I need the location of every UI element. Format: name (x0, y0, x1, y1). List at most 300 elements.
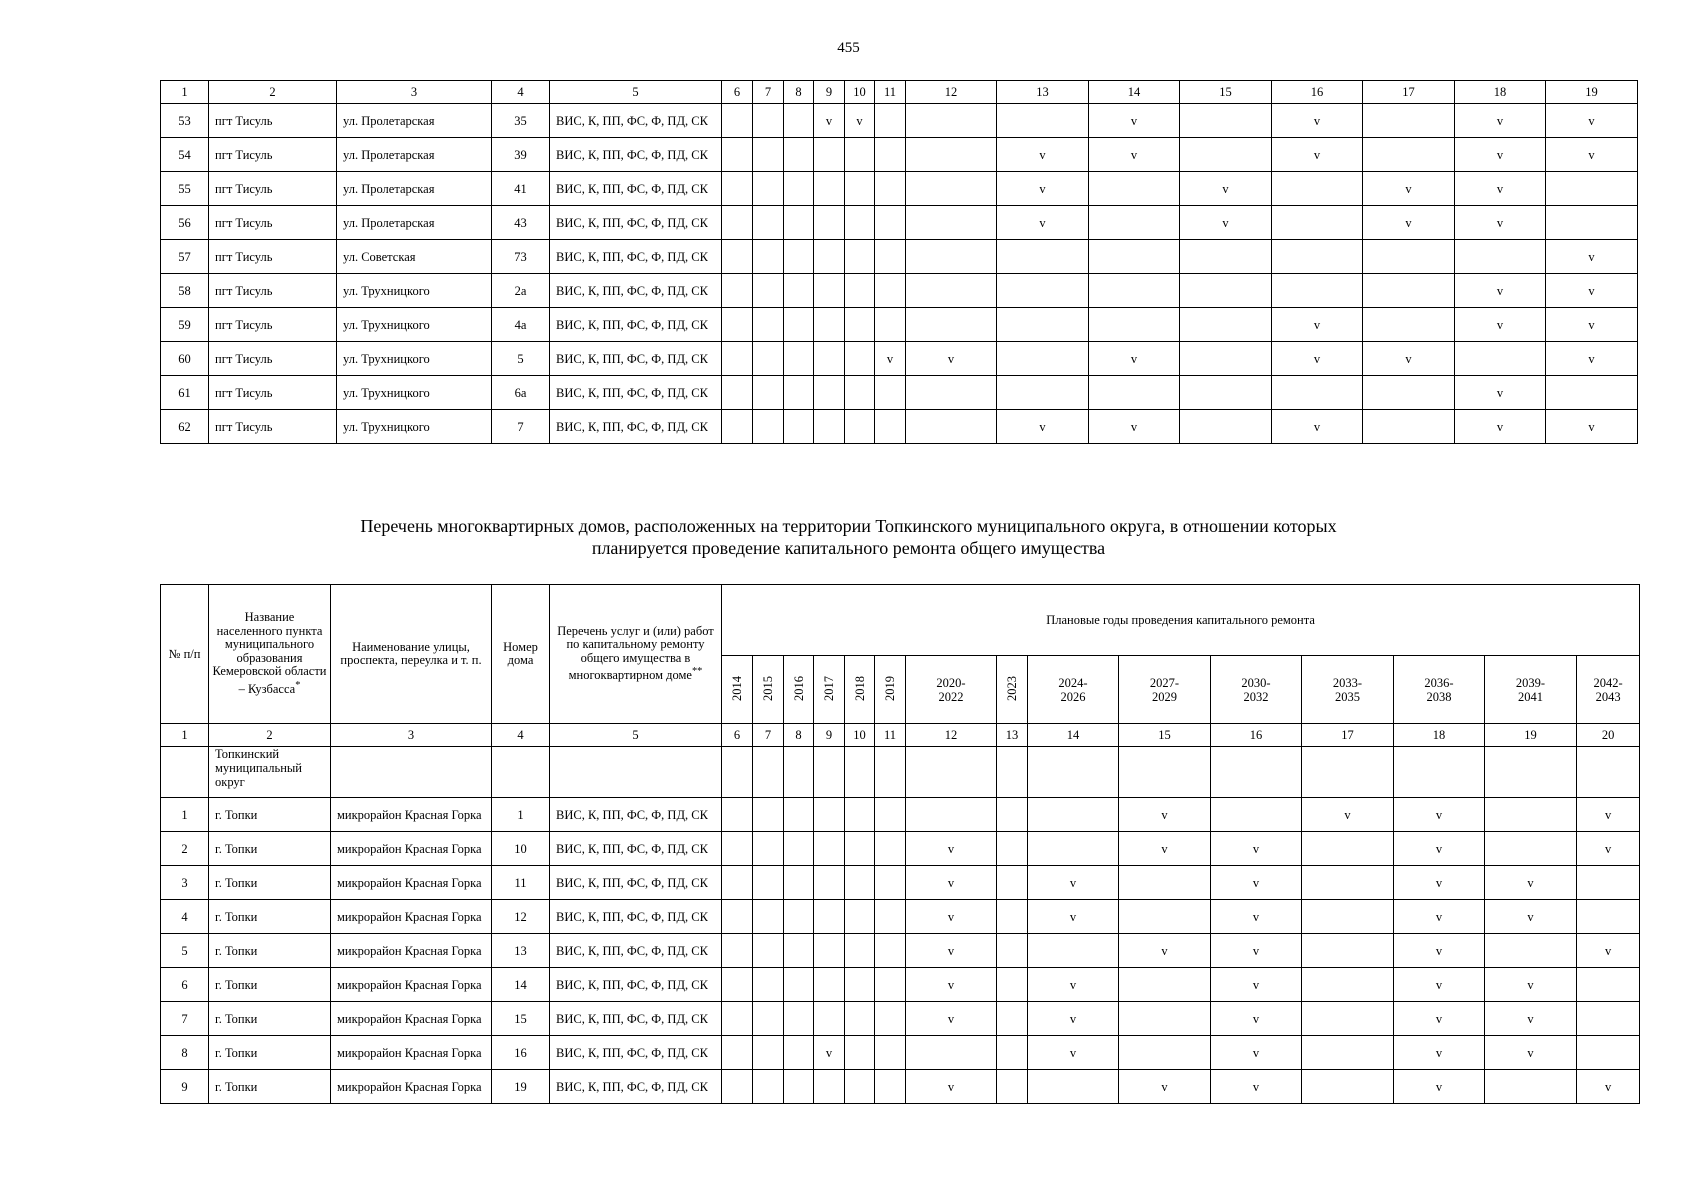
empty-cell (875, 747, 906, 798)
table-row (161, 206, 1638, 240)
year-mark-cell (814, 798, 845, 832)
year-mark-cell: v (1211, 968, 1302, 1002)
year-mark-cell (997, 104, 1089, 138)
year-mark-cell (997, 1036, 1028, 1070)
year-mark-cell (784, 934, 814, 968)
house-cell: 2а (492, 274, 550, 308)
year-mark-cell: v (1180, 206, 1272, 240)
settlement-cell: г. Топки (209, 866, 331, 900)
year-mark-cell (997, 968, 1028, 1002)
year-mark-cell (784, 206, 814, 240)
year-mark-cell (1089, 274, 1180, 308)
table-row (161, 900, 1640, 934)
table-row (161, 104, 1638, 138)
year-mark-cell (1089, 308, 1180, 342)
year-mark-cell (814, 1070, 845, 1104)
empty-cell (1394, 747, 1485, 798)
year-mark-cell (753, 274, 784, 308)
settlement-cell: пгт Тисуль (209, 172, 337, 206)
column-number: 7 (753, 724, 784, 747)
year-mark-cell (753, 968, 784, 1002)
column-number: 20 (1577, 724, 1640, 747)
header-street: Наименование улицы, проспекта, переулка и т. п. (331, 585, 492, 724)
services-cell: ВИС, К, ПП, ФС, Ф, ПД, СК (550, 376, 722, 410)
year-mark-cell (875, 206, 906, 240)
table-row (161, 410, 1638, 444)
column-number: 17 (1363, 81, 1455, 104)
empty-cell (1302, 747, 1394, 798)
year-mark-cell (722, 900, 753, 934)
row-number: 57 (161, 240, 209, 274)
year-mark-cell (722, 968, 753, 1002)
year-mark-cell (997, 240, 1089, 274)
year-mark-cell (722, 832, 753, 866)
year-mark-cell: v (1394, 1070, 1485, 1104)
year-mark-cell (875, 1036, 906, 1070)
year-mark-cell (1363, 376, 1455, 410)
table-row (161, 968, 1640, 1002)
year-mark-cell: v (906, 866, 997, 900)
year-mark-cell (814, 968, 845, 1002)
year-mark-cell (1119, 968, 1211, 1002)
column-number: 11 (875, 81, 906, 104)
year-mark-cell (784, 900, 814, 934)
year-mark-cell (906, 172, 997, 206)
year-mark-cell: v (845, 104, 875, 138)
year-mark-cell: v (1485, 1036, 1577, 1070)
year-mark-cell: v (1455, 308, 1546, 342)
municipality-row (161, 747, 1640, 798)
street-cell: ул. Пролетарская (337, 172, 492, 206)
row-number: 9 (161, 1070, 209, 1104)
year-mark-cell (1272, 172, 1363, 206)
year-mark-cell (753, 1002, 784, 1036)
year-header: 2027- 2029 (1119, 656, 1211, 724)
year-mark-cell (722, 342, 753, 376)
year-mark-cell (814, 308, 845, 342)
year-mark-cell (753, 172, 784, 206)
year-mark-cell: v (906, 1070, 997, 1104)
row-number: 59 (161, 308, 209, 342)
year-mark-cell: v (1546, 308, 1638, 342)
year-mark-cell (997, 934, 1028, 968)
year-mark-cell (753, 104, 784, 138)
year-mark-cell (1455, 342, 1546, 376)
year-header: 2014 (722, 656, 753, 724)
header-settlement: Название населенного пункта муниципального образования Кемеровской области – Кузбасса* (209, 585, 331, 724)
year-mark-cell (753, 798, 784, 832)
year-mark-cell (1028, 832, 1119, 866)
house-cell: 10 (492, 832, 550, 866)
year-mark-cell (814, 138, 845, 172)
street-cell: ул. Пролетарская (337, 138, 492, 172)
settlement-cell: г. Топки (209, 1002, 331, 1036)
year-header: 2023 (997, 656, 1028, 724)
street-cell: микрорайон Красная Горка (331, 1002, 492, 1036)
year-mark-cell (1089, 240, 1180, 274)
year-mark-cell (845, 1036, 875, 1070)
services-cell: ВИС, К, ПП, ФС, Ф, ПД, СК (550, 934, 722, 968)
services-cell: ВИС, К, ПП, ФС, Ф, ПД, СК (550, 206, 722, 240)
year-mark-cell (1302, 1002, 1394, 1036)
year-mark-cell (814, 342, 845, 376)
settlement-cell: пгт Тисуль (209, 240, 337, 274)
year-mark-cell (722, 206, 753, 240)
year-mark-cell (1211, 798, 1302, 832)
column-number: 15 (1119, 724, 1211, 747)
year-mark-cell (1180, 240, 1272, 274)
year-mark-cell (906, 798, 997, 832)
year-mark-cell (1180, 342, 1272, 376)
year-mark-cell (1485, 798, 1577, 832)
street-cell: ул. Трухницкого (337, 274, 492, 308)
street-cell: микрорайон Красная Горка (331, 866, 492, 900)
year-header: 2033- 2035 (1302, 656, 1394, 724)
year-mark-cell (1119, 900, 1211, 934)
column-number: 8 (784, 724, 814, 747)
year-mark-cell: v (1272, 104, 1363, 138)
year-mark-cell (1302, 866, 1394, 900)
empty-cell (722, 747, 753, 798)
year-mark-cell: v (906, 832, 997, 866)
year-mark-cell (997, 798, 1028, 832)
empty-cell (1119, 747, 1211, 798)
header-services: Перечень услуг и (или) работ по капитальному ремонту общего имущества в многоквартирном доме** (550, 585, 722, 724)
year-mark-cell (753, 832, 784, 866)
year-mark-cell (784, 342, 814, 376)
empty-cell (845, 747, 875, 798)
year-mark-cell: v (1028, 1002, 1119, 1036)
street-cell: микрорайон Красная Горка (331, 968, 492, 1002)
settlement-cell: г. Топки (209, 1070, 331, 1104)
year-mark-cell (1546, 172, 1638, 206)
year-mark-cell (722, 240, 753, 274)
year-mark-cell: v (1485, 968, 1577, 1002)
year-mark-cell: v (1546, 342, 1638, 376)
year-mark-cell (784, 274, 814, 308)
year-mark-cell: v (1394, 798, 1485, 832)
year-mark-cell (784, 104, 814, 138)
year-mark-cell: v (1211, 934, 1302, 968)
column-number: 13 (997, 724, 1028, 747)
year-mark-cell (1028, 934, 1119, 968)
year-mark-cell (845, 206, 875, 240)
year-mark-cell (753, 934, 784, 968)
street-cell: ул. Трухницкого (337, 308, 492, 342)
row-number: 58 (161, 274, 209, 308)
year-mark-cell: v (1455, 172, 1546, 206)
year-mark-cell: v (906, 1002, 997, 1036)
year-header: 2030- 2032 (1211, 656, 1302, 724)
year-header: 2020- 2022 (906, 656, 997, 724)
year-mark-cell (1180, 308, 1272, 342)
empty-cell (1485, 747, 1577, 798)
empty-cell (784, 747, 814, 798)
year-mark-cell (814, 410, 845, 444)
table-row (161, 934, 1640, 968)
column-number: 1 (161, 724, 209, 747)
year-mark-cell (1180, 138, 1272, 172)
header-house: Номер дома (492, 585, 550, 724)
year-mark-cell (997, 900, 1028, 934)
year-mark-cell: v (1577, 934, 1640, 968)
row-number: 5 (161, 934, 209, 968)
year-mark-cell: v (1119, 934, 1211, 968)
houses-table-continued (160, 80, 1638, 444)
year-mark-cell (1272, 274, 1363, 308)
year-mark-cell: v (1211, 1002, 1302, 1036)
column-number: 8 (784, 81, 814, 104)
empty-cell (753, 747, 784, 798)
street-cell: ул. Пролетарская (337, 206, 492, 240)
year-mark-cell (997, 1070, 1028, 1104)
year-mark-cell (997, 832, 1028, 866)
year-mark-cell (722, 138, 753, 172)
services-cell: ВИС, К, ПП, ФС, Ф, ПД, СК (550, 798, 722, 832)
year-mark-cell: v (1028, 1036, 1119, 1070)
page-number: 455 (837, 40, 860, 56)
year-mark-cell: v (1546, 410, 1638, 444)
year-mark-cell (784, 308, 814, 342)
column-number: 4 (492, 81, 550, 104)
house-cell: 7 (492, 410, 550, 444)
year-mark-cell: v (1028, 866, 1119, 900)
year-mark-cell (722, 308, 753, 342)
year-mark-cell (997, 308, 1089, 342)
year-mark-cell (1028, 798, 1119, 832)
column-number: 17 (1302, 724, 1394, 747)
year-mark-cell (845, 274, 875, 308)
house-cell: 14 (492, 968, 550, 1002)
year-mark-cell: v (1577, 832, 1640, 866)
year-mark-cell (845, 410, 875, 444)
year-mark-cell: v (1394, 900, 1485, 934)
year-mark-cell (722, 172, 753, 206)
year-mark-cell (753, 240, 784, 274)
year-mark-cell (753, 308, 784, 342)
year-header: 2017 (814, 656, 845, 724)
house-cell: 43 (492, 206, 550, 240)
year-mark-cell: v (1546, 240, 1638, 274)
year-mark-cell (1119, 866, 1211, 900)
year-mark-cell: v (997, 206, 1089, 240)
row-number: 2 (161, 832, 209, 866)
settlement-cell: пгт Тисуль (209, 206, 337, 240)
year-mark-cell (875, 308, 906, 342)
year-mark-cell (845, 138, 875, 172)
year-mark-cell (784, 138, 814, 172)
table-row (161, 342, 1638, 376)
row-number: 55 (161, 172, 209, 206)
year-mark-cell (906, 138, 997, 172)
table-row (161, 240, 1638, 274)
year-mark-cell (1272, 240, 1363, 274)
year-mark-cell (845, 376, 875, 410)
year-mark-cell: v (1119, 1070, 1211, 1104)
year-mark-cell: v (814, 1036, 845, 1070)
year-mark-cell: v (875, 342, 906, 376)
empty-cell (550, 747, 722, 798)
table-row (161, 376, 1638, 410)
year-mark-cell: v (1119, 798, 1211, 832)
year-mark-cell (722, 866, 753, 900)
empty-cell (814, 747, 845, 798)
year-mark-cell (845, 866, 875, 900)
year-mark-cell: v (1302, 798, 1394, 832)
year-mark-cell (845, 798, 875, 832)
street-cell: ул. Трухницкого (337, 410, 492, 444)
year-mark-cell: v (1089, 410, 1180, 444)
year-mark-cell (875, 832, 906, 866)
column-number: 16 (1211, 724, 1302, 747)
year-mark-cell (753, 138, 784, 172)
year-mark-cell (845, 832, 875, 866)
year-mark-cell: v (1363, 172, 1455, 206)
year-mark-cell: v (1272, 410, 1363, 444)
year-mark-cell (1180, 274, 1272, 308)
services-cell: ВИС, К, ПП, ФС, Ф, ПД, СК (550, 1036, 722, 1070)
year-mark-cell (1302, 900, 1394, 934)
year-mark-cell (875, 866, 906, 900)
year-mark-cell (722, 410, 753, 444)
empty-cell (1211, 747, 1302, 798)
year-mark-cell: v (1546, 138, 1638, 172)
street-cell: ул. Пролетарская (337, 104, 492, 138)
year-mark-cell (875, 798, 906, 832)
services-cell: ВИС, К, ПП, ФС, Ф, ПД, СК (550, 240, 722, 274)
year-mark-cell: v (1089, 138, 1180, 172)
year-mark-cell (875, 1002, 906, 1036)
settlement-cell: г. Топки (209, 934, 331, 968)
year-mark-cell (753, 410, 784, 444)
year-mark-cell (814, 934, 845, 968)
year-mark-cell (906, 206, 997, 240)
house-cell: 35 (492, 104, 550, 138)
year-mark-cell (784, 240, 814, 274)
year-mark-cell (845, 308, 875, 342)
row-number: 1 (161, 798, 209, 832)
year-mark-cell (845, 968, 875, 1002)
services-cell: ВИС, К, ПП, ФС, Ф, ПД, СК (550, 342, 722, 376)
column-number: 9 (814, 81, 845, 104)
column-number: 6 (722, 81, 753, 104)
year-mark-cell (753, 900, 784, 934)
column-number: 10 (845, 724, 875, 747)
services-cell: ВИС, К, ПП, ФС, Ф, ПД, СК (550, 138, 722, 172)
year-mark-cell (997, 274, 1089, 308)
column-number: 16 (1272, 81, 1363, 104)
house-cell: 11 (492, 866, 550, 900)
year-mark-cell (784, 410, 814, 444)
year-mark-cell (814, 900, 845, 934)
table-row (161, 138, 1638, 172)
list-title-line-2: планируется проведение капитального ремонта общего имущества (591, 538, 1106, 558)
year-mark-cell (1455, 240, 1546, 274)
services-cell: ВИС, К, ПП, ФС, Ф, ПД, СК (550, 968, 722, 1002)
year-mark-cell (1302, 968, 1394, 1002)
settlement-cell: г. Топки (209, 832, 331, 866)
list-title (0, 515, 1697, 559)
house-cell: 5 (492, 342, 550, 376)
column-number: 15 (1180, 81, 1272, 104)
column-number: 12 (906, 724, 997, 747)
year-mark-cell (784, 832, 814, 866)
year-mark-cell (722, 1002, 753, 1036)
house-cell: 41 (492, 172, 550, 206)
year-mark-cell (814, 240, 845, 274)
column-number: 5 (550, 724, 722, 747)
year-mark-cell: v (1394, 968, 1485, 1002)
year-mark-cell (1363, 104, 1455, 138)
row-number: 56 (161, 206, 209, 240)
topki-houses-table (160, 584, 1640, 1104)
year-mark-cell (753, 866, 784, 900)
row-number: 60 (161, 342, 209, 376)
year-mark-cell (1577, 900, 1640, 934)
column-number: 9 (814, 724, 845, 747)
municipality-cell: Топкинский муниципальный округ (209, 747, 331, 798)
settlement-cell: пгт Тисуль (209, 274, 337, 308)
year-mark-cell (875, 240, 906, 274)
empty-cell (331, 747, 492, 798)
year-header: 2036- 2038 (1394, 656, 1485, 724)
year-mark-cell (845, 1070, 875, 1104)
year-mark-cell (784, 1036, 814, 1070)
settlement-cell: г. Топки (209, 1036, 331, 1070)
empty-cell (997, 747, 1028, 798)
year-mark-cell: v (1394, 866, 1485, 900)
year-mark-cell: v (1028, 968, 1119, 1002)
year-mark-cell (906, 376, 997, 410)
year-mark-cell: v (1211, 900, 1302, 934)
year-mark-cell (997, 342, 1089, 376)
year-mark-cell: v (1089, 342, 1180, 376)
year-mark-cell (722, 376, 753, 410)
year-mark-cell: v (1546, 104, 1638, 138)
row-number: 54 (161, 138, 209, 172)
year-mark-cell (753, 1036, 784, 1070)
house-cell: 1 (492, 798, 550, 832)
house-cell: 13 (492, 934, 550, 968)
street-cell: микрорайон Красная Горка (331, 1036, 492, 1070)
year-mark-cell: v (997, 138, 1089, 172)
year-mark-cell (814, 206, 845, 240)
services-cell: ВИС, К, ПП, ФС, Ф, ПД, СК (550, 900, 722, 934)
settlement-cell: пгт Тисуль (209, 410, 337, 444)
column-number: 2 (209, 81, 337, 104)
year-mark-cell (814, 832, 845, 866)
year-mark-cell (1577, 866, 1640, 900)
year-mark-cell (1577, 1002, 1640, 1036)
year-mark-cell (1363, 410, 1455, 444)
year-mark-cell (1363, 274, 1455, 308)
year-mark-cell: v (1363, 206, 1455, 240)
year-mark-cell (1028, 1070, 1119, 1104)
column-number: 13 (997, 81, 1089, 104)
services-cell: ВИС, К, ПП, ФС, Ф, ПД, СК (550, 832, 722, 866)
year-mark-cell (1272, 206, 1363, 240)
year-mark-cell (906, 1036, 997, 1070)
year-mark-cell (784, 968, 814, 1002)
settlement-cell: г. Топки (209, 798, 331, 832)
year-mark-cell: v (1485, 1002, 1577, 1036)
year-mark-cell (875, 172, 906, 206)
year-mark-cell (1272, 376, 1363, 410)
column-number: 7 (753, 81, 784, 104)
year-mark-cell: v (997, 172, 1089, 206)
year-mark-cell (906, 240, 997, 274)
year-mark-cell: v (1394, 934, 1485, 968)
